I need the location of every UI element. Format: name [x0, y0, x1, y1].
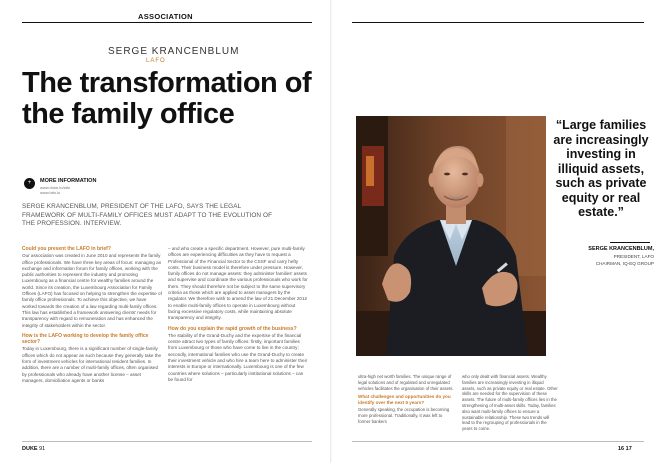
text-column — [358, 374, 454, 427]
footer-rule — [352, 441, 644, 442]
author-org: LAFO — [146, 58, 166, 64]
answer-paragraph: Today in Luxembourg, there is a significant number of single-family offices which do not appear as such because they generally take the form of investment vehicles for international resident families. In addition, there are a number of multi-family offices, often organised by professionals who already have another license – asset managers, domiciliation agents or banks — [22, 346, 162, 383]
answer-paragraph: – and who create a specific department. However, pure multi-family offices are experiencing difficulties as they have to request a Professional of the Financial Sector to the CSSF and carry hefty costs. Their business model is therefore under pressure. However, family offices do not manage assets: they administer families' assets and supervise and coordinate the various professionals who work for them. They should therefore not be subject to the same supervisory criteria as those which are applied to asset managers by the regulator. We therefore wish to amend the law of 21 December 2012 to enable multi-family offices to operate in Luxembourg without facing excessive regulatory costs, while maintaining absolute transparency and integrity. — [168, 246, 308, 321]
quote-attribution-role: PRESIDENT, LAFO — [613, 254, 654, 259]
pull-quote: “Large families are increasingly investing in illiquid assets, such as private equity or real estate.” — [553, 118, 649, 219]
section-label: ASSOCIATION — [138, 12, 193, 21]
page-numbers — [618, 446, 632, 452]
quote-attribution-name: SERGE KRANCENBLUM, — [588, 246, 654, 252]
header-rule — [22, 22, 312, 23]
text-column — [462, 374, 558, 435]
answer-paragraph: ultra-high net worth families. The unique range of legal solutions and of regulated and unregulated vehicles facilitates the organisation of their assets. — [358, 374, 454, 391]
footer-brand — [22, 446, 45, 452]
question-heading: How is the LAFO working to develop the family office sector? — [22, 332, 149, 346]
brand-name: DUKE — [22, 446, 38, 452]
header-rule — [352, 22, 644, 23]
page-number-label: 16 17 — [618, 446, 632, 452]
answer-paragraph: The stability of the Grand-Duchy and the expertise of the financial centre attract two types of family offices: firstly, important families from Luxembourg or those who have come to live in the country; secondly, international families who use the Grand-Duchy to create their investment vehicle and who hire a team here to administer their interests in Europe or internationally. Luxembourg is one of the few countries where solutions – particularly institutional solutions – can be found for — [168, 332, 308, 382]
issue-number: 91 — [39, 446, 46, 452]
author-name: SERGE KRANCENBLUM — [108, 46, 240, 57]
quote-rule — [610, 242, 650, 243]
portrait-photo — [356, 116, 546, 356]
footer-rule — [22, 441, 312, 442]
more-info-link[interactable]: www.duke.lu/lafo — [40, 185, 71, 190]
quote-attribution-role: CHAIRMAN, IQ-EQ GROUP — [595, 261, 654, 266]
question-heading: Could you present the LAFO in brief? — [22, 246, 111, 252]
text-column — [168, 246, 308, 387]
article-title: The transformation of the family office — [22, 67, 312, 130]
more-info-icon: + — [24, 178, 35, 189]
text-column — [22, 246, 162, 388]
more-info-title: MORE INFORMATION — [40, 178, 97, 184]
question-heading: What challenges and opportunities do you identify over the next 5 years? — [358, 394, 451, 406]
answer-paragraph: Generally speaking, the occupation is becoming more professional. Traditionally, it was left to former bankers — [358, 406, 450, 424]
answer-paragraph: Our association was created in June 2010 and represents the family office professionals. We have three key areas of focus: managing an exchange and information forum for family offices, working with the public authorities to represent the industry and promoting Luxembourg as a financial centre for wealthy families around the world. Since its creation, the Luxembourg Association for Family Offices (LAFO) has focused on helping to strengthen the expertise of family office professionals. To achieve this objective, we have worked towards the creation of a law regarding multi-family offices. This law has established a framework answering clients' needs for transparency with regard to remuneration and has enhanced the integrity of stakeholders within the sector. — [22, 253, 162, 328]
question-heading: How do you explain the rapid growth of the business? — [168, 325, 297, 332]
more-info-link[interactable]: www.lafo.lu — [40, 190, 61, 195]
article-intro: SERGE KRANCENBLUM, PRESIDENT OF THE LAFO, SAYS THE LEGAL FRAMEWORK OF MULTI-FAMILY OFFICES MUST ADAPT TO THE EVOLUTION OF THE PROFESSION. INTERVIEW. — [22, 203, 273, 228]
answer-paragraph: who only dealt with financial assets. Wealthy families are increasingly investing in illiquid assets, such as private equity or real estate. Other skills are needed for the supervision of these assets. The future of multi-family offices lies in the strengthening of multi-asset skills. Today, families also want multi-family offices to ensure a sustainable relationship. These two trends will lead to the regrouping of professionals in the years to come. — [462, 374, 558, 432]
